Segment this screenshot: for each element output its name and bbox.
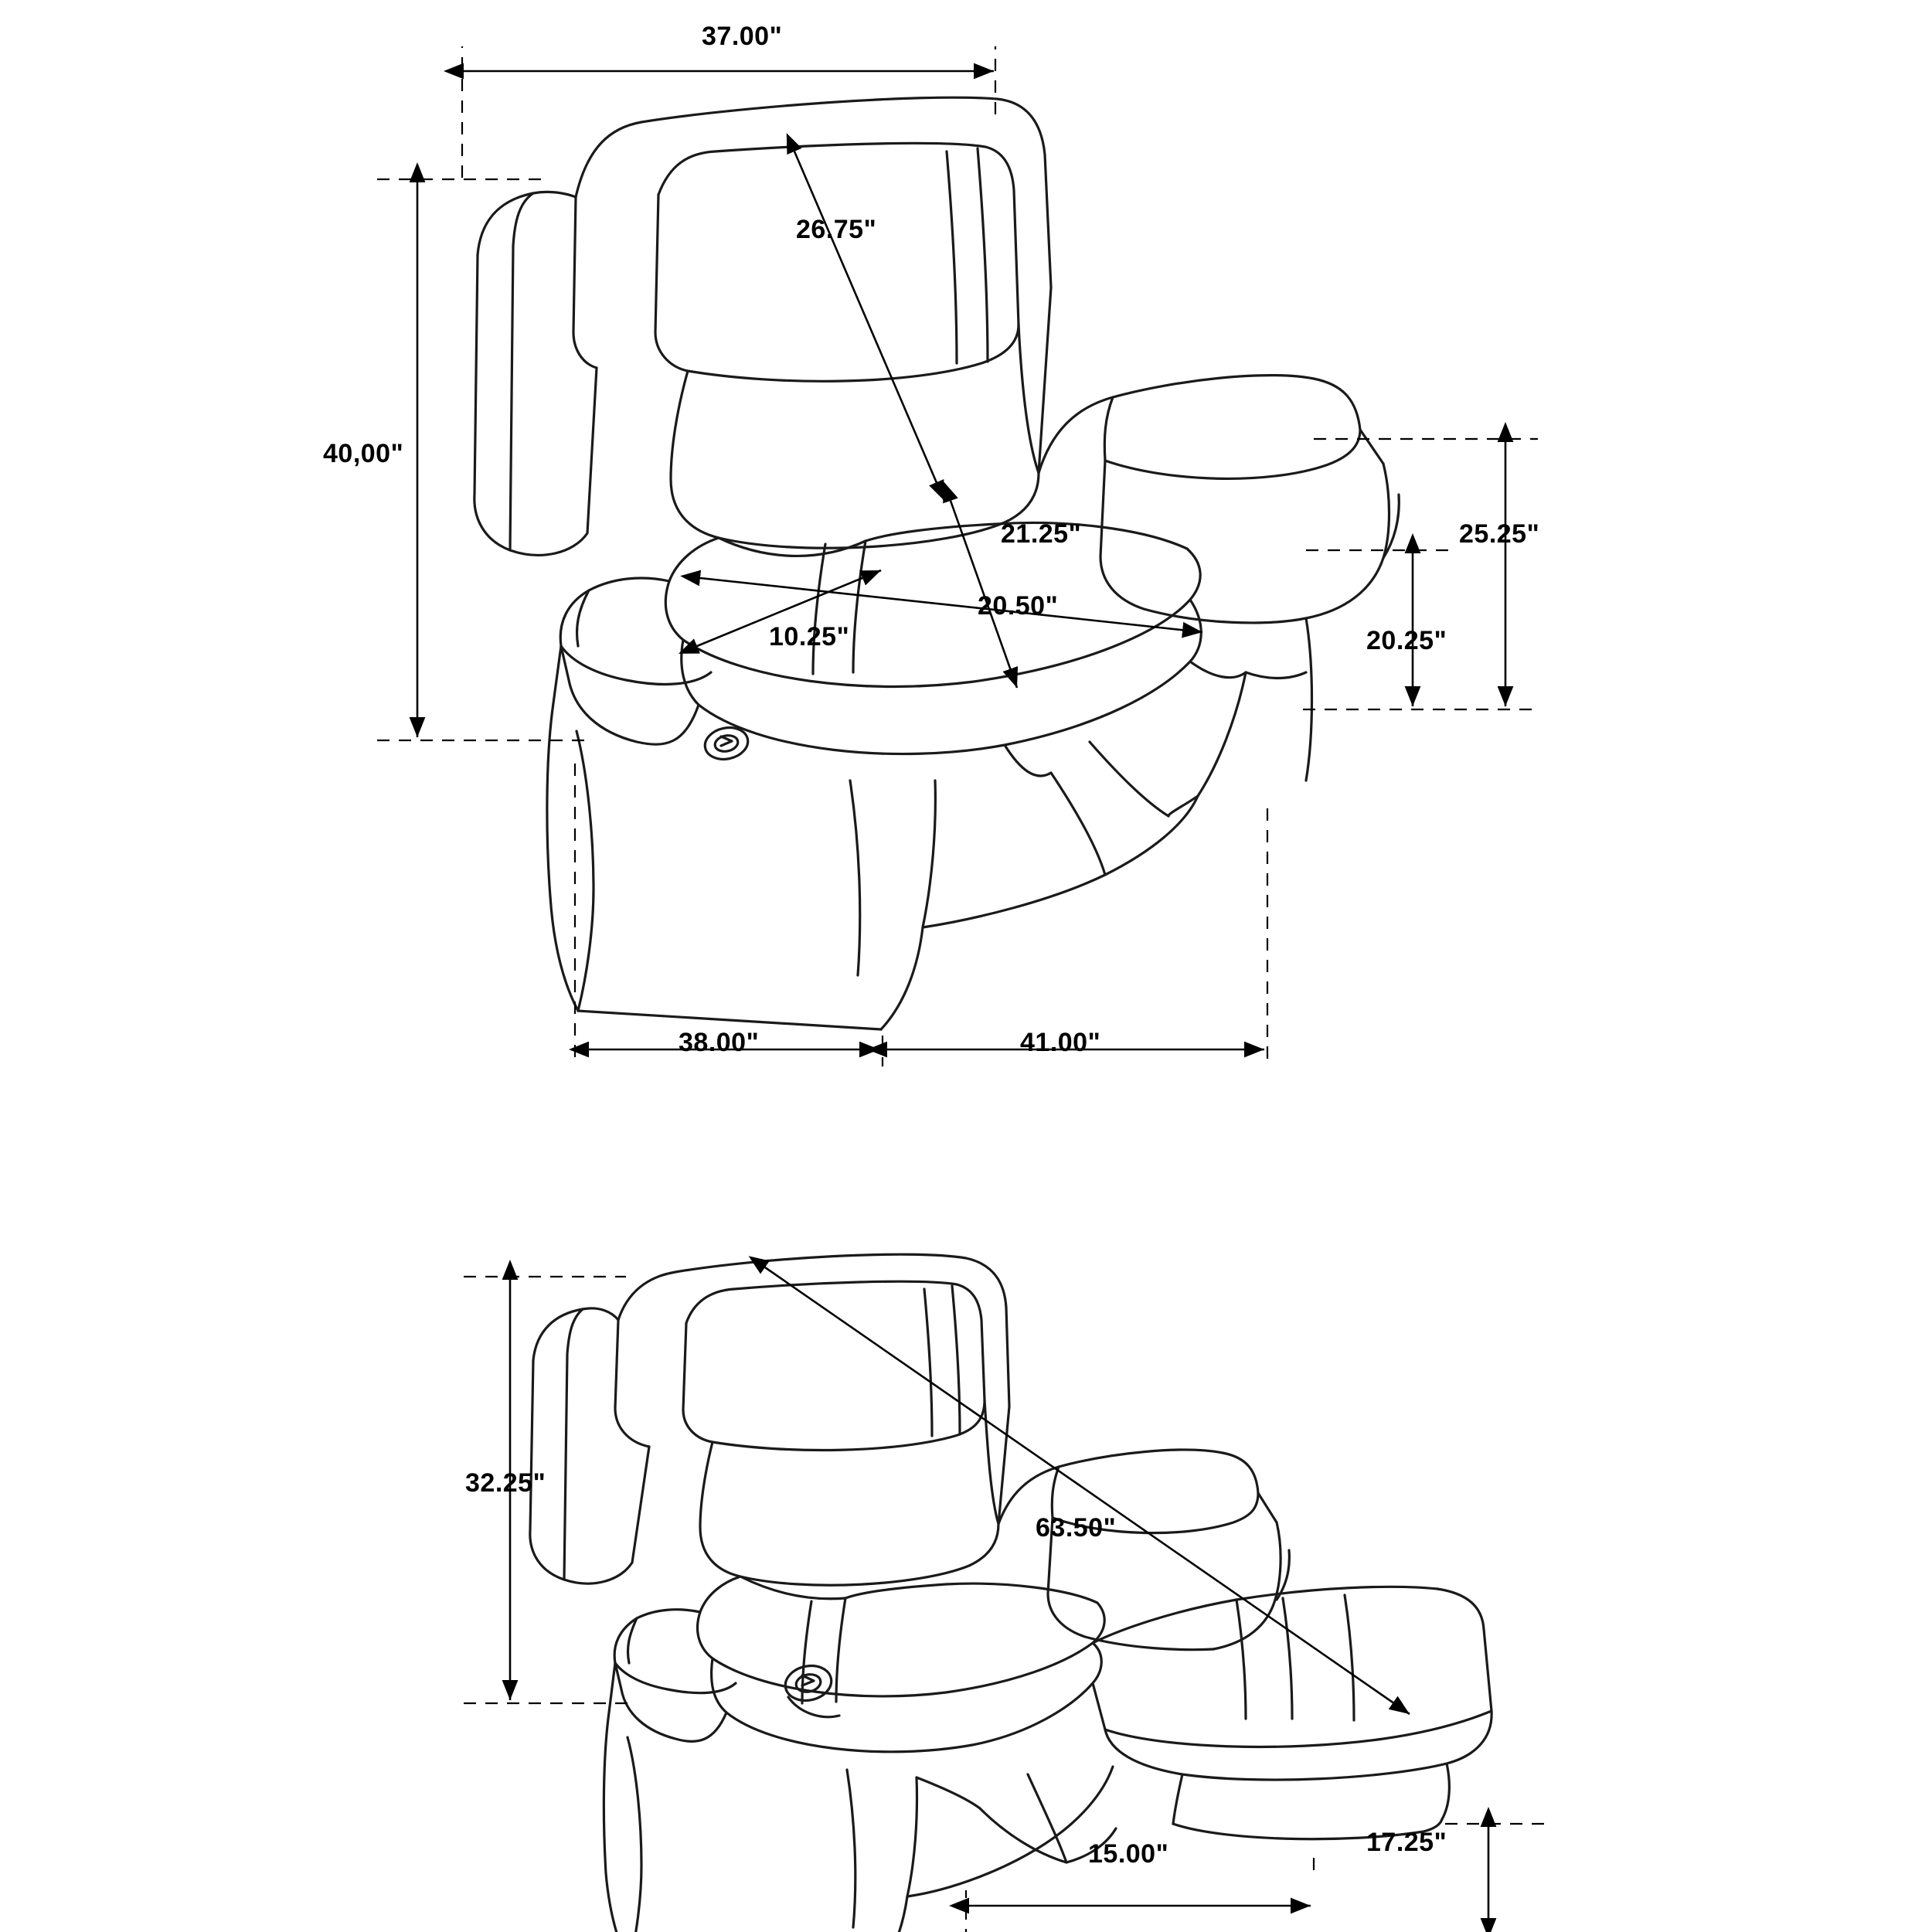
dimension-label-seat-depth: 21.25" — [1001, 519, 1082, 549]
dimension-label-arm-height: 25.25" — [1459, 519, 1540, 549]
dimension-label-seat-height: 20.25" — [1366, 626, 1447, 655]
dimension-label-back-height: 26.75" — [796, 215, 877, 244]
dimension-label-footrest-offset: 15.00" — [1088, 1839, 1169, 1869]
dimension-label-footrest-height: 17.25" — [1366, 1828, 1447, 1857]
reclined-chair-illustration — [530, 1254, 1492, 1932]
dimension-label-base-depth-left: 38.00" — [679, 1028, 760, 1057]
dimension-label-overall-height: 40,00" — [323, 439, 404, 468]
dimension-label-arm-width: 10.25" — [769, 622, 850, 651]
dimension-label-overall-width: 37.00" — [702, 22, 783, 51]
dimension-label-base-depth-right: 41.00" — [1020, 1028, 1101, 1057]
upright-chair-illustration — [474, 97, 1399, 1029]
dimension-label-seat-width: 20.50" — [978, 591, 1059, 621]
recliner-handle-icon-2 — [782, 1662, 839, 1716]
dimension-label-reclined-height: 32.25" — [465, 1468, 546, 1498]
dimension-label-reclined-length: 63.50" — [1036, 1513, 1117, 1543]
